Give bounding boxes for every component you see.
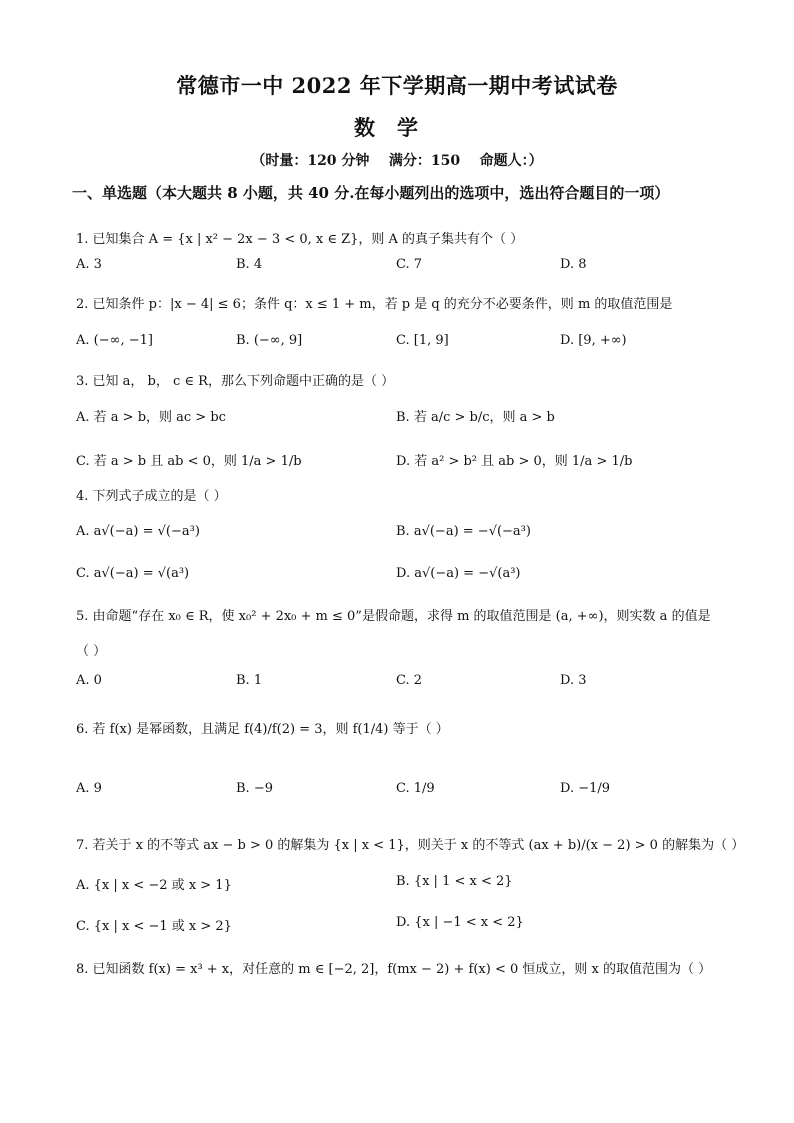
question-5-option-c: C. 2 (396, 673, 423, 688)
question-2-option-a: A. (−∞, −1] (76, 333, 153, 348)
section-heading-single-choice: 一、单选题（本大题共 8 小题，共 40 分.在每小题列出的选项中，选出符合题目的一项） (72, 184, 670, 202)
question-4-option-a: A. a√(−a) = √(−a³) (76, 524, 200, 539)
question-5-option-b: B. 1 (236, 673, 263, 688)
exam-meta: （时量：120 分钟 满分：150 命题人：） (251, 153, 543, 169)
question-7-option-d: D. {x | −1 < x < 2} (396, 915, 524, 930)
question-5-option-d: D. 3 (560, 673, 587, 688)
question-7-option-b: B. {x | 1 < x < 2} (396, 874, 513, 889)
question-8-stem: 8. 已知函数 f(x) = x³ + x，对任意的 m ∈ [−2, 2]，f(mx − 2) + f(x) < 0 恒成立，则 x 的取值范围为（ ） (76, 962, 712, 977)
question-6-option-d: D. −1/9 (560, 781, 611, 796)
question-6-stem: 6. 若 f(x) 是幂函数，且满足 f(4)/f(2) = 3，则 f(1/4) 等于（ ） (76, 722, 449, 737)
question-5-stem: 5. 由命题“存在 x₀ ∈ R，使 x₀² + 2x₀ + m ≤ 0”是假命题，求得 m 的取值范围是 (a, +∞)，则实数 a 的值是 (76, 609, 711, 624)
question-1-option-d: D. 8 (560, 257, 587, 272)
question-4-option-c: C. a√(−a) = √(a³) (76, 566, 190, 581)
exam-title: 常德市一中 2022 年下学期高一期中考试试卷 (176, 73, 618, 98)
question-4-option-d: D. a√(−a) = −√(a³) (396, 566, 521, 581)
question-5-option-a: A. 0 (76, 673, 102, 688)
question-2-stem: 2. 已知条件 p：|x − 4| ≤ 6；条件 q：x ≤ 1 + m，若 p 是 q 的充分不必要条件，则 m 的取值范围是 (76, 297, 673, 312)
question-1-option-a: A. 3 (76, 257, 102, 272)
question-6-option-b: B. −9 (236, 781, 273, 796)
question-6-option-a: A. 9 (76, 781, 102, 796)
question-3-option-c: C. 若 a > b 且 ab < 0，则 1/a > 1/b (76, 454, 302, 469)
question-2-option-b: B. (−∞, 9] (236, 333, 303, 348)
question-3-option-d: D. 若 a² > b² 且 ab > 0，则 1/a > 1/b (396, 454, 633, 469)
question-4-stem: 4. 下列式子成立的是（ ） (76, 489, 227, 504)
question-3-stem: 3. 已知 a， b， c ∈ R，那么下列命题中正确的是（ ） (76, 374, 395, 389)
question-4-option-b: B. a√(−a) = −√(−a³) (396, 524, 531, 539)
exam-subject: 数学 (354, 115, 440, 140)
question-7-stem: 7. 若关于 x 的不等式 ax − b > 0 的解集为 {x | x < 1}，则关于 x 的不等式 (ax + b)/(x − 2) > 0 的解集为（ ） (76, 838, 745, 853)
question-1-option-c: C. 7 (396, 257, 423, 272)
question-3-option-a: A. 若 a > b，则 ac > bc (76, 410, 226, 425)
question-1-stem: 1. 已知集合 A = {x | x² − 2x − 3 < 0, x ∈ Z}，则 A 的真子集共有个（ ） (76, 232, 524, 247)
question-2-option-d: D. [9, +∞) (560, 333, 627, 348)
question-5-stem-continuation: （ ） (76, 644, 107, 659)
question-7-option-a: A. {x | x < −2 或 x > 1} (76, 878, 232, 893)
question-7-option-c: C. {x | x < −1 或 x > 2} (76, 919, 232, 934)
question-2-option-c: C. [1, 9] (396, 333, 449, 348)
question-6-option-c: C. 1/9 (396, 781, 435, 796)
question-3-option-b: B. 若 a/c > b/c，则 a > b (396, 410, 555, 425)
question-1-option-b: B. 4 (236, 257, 263, 272)
